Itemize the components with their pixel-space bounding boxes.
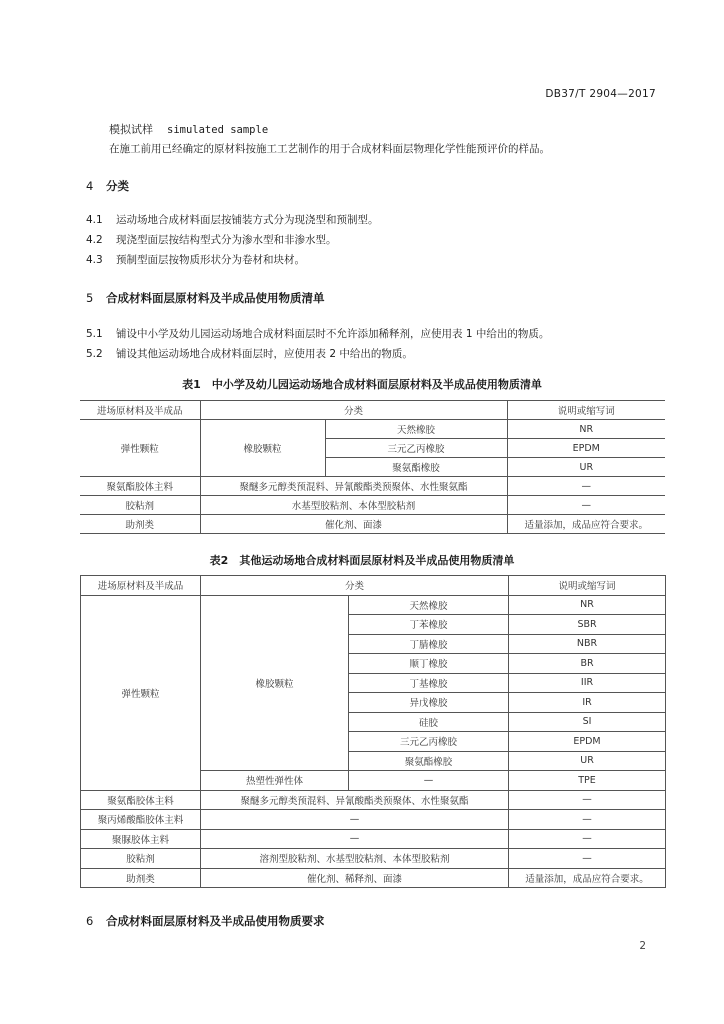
clause-text: 现浇型面层按结构型式分为渗水型和非渗水型。 bbox=[116, 234, 337, 246]
note-cell: — bbox=[507, 496, 665, 515]
material-cell: 助剂类 bbox=[80, 515, 200, 534]
category-cell: 聚醚多元醇类预混料、异氰酸酯类预聚体、水性聚氨酯 bbox=[201, 790, 509, 810]
subcategory-cell: 丁苯橡胶 bbox=[349, 615, 509, 635]
clause-4-2 bbox=[86, 232, 337, 247]
note-cell: — bbox=[509, 810, 666, 830]
header-cell: 分类 bbox=[200, 401, 507, 420]
table-row bbox=[81, 829, 666, 849]
table-row bbox=[81, 868, 666, 888]
category-cell: 橡胶颗粒 bbox=[201, 595, 349, 771]
table-1-caption: 表1 中小学及幼儿园运动场地合成材料面层原材料及半成品使用物质清单 bbox=[182, 378, 542, 391]
clause-number: 4.1 bbox=[86, 214, 103, 226]
section-number: 6 bbox=[86, 914, 94, 928]
section-number: 4 bbox=[86, 179, 94, 193]
section-title: 合成材料面层原材料及半成品使用物质要求 bbox=[106, 914, 325, 928]
subcategory-cell: 丁基橡胶 bbox=[349, 673, 509, 693]
table-row bbox=[81, 790, 666, 810]
subcategory-cell: 丁腈橡胶 bbox=[349, 634, 509, 654]
material-cell: 胶粘剂 bbox=[80, 496, 200, 515]
category-cell: 催化剂、稀释剂、面漆 bbox=[201, 868, 509, 888]
clause-number: 4.3 bbox=[86, 254, 103, 266]
clause-4-1 bbox=[86, 212, 379, 227]
material-cell: 聚氨酯胶体主料 bbox=[80, 477, 200, 496]
abbr-cell: UR bbox=[509, 751, 666, 771]
subcategory-cell: 硅胶 bbox=[349, 712, 509, 732]
abbr-cell: SBR bbox=[509, 615, 666, 635]
section-5-heading bbox=[86, 290, 325, 306]
section-number: 5 bbox=[86, 291, 94, 305]
material-cell: 助剂类 bbox=[81, 868, 201, 888]
material-cell: 聚脲胶体主料 bbox=[81, 829, 201, 849]
clause-text: 预制型面层按物质形状分为卷材和块材。 bbox=[116, 254, 305, 266]
clause-5-2 bbox=[86, 346, 413, 361]
subcategory-cell: 聚氨酯橡胶 bbox=[325, 458, 507, 477]
page-number: 2 bbox=[639, 940, 646, 952]
table-row bbox=[80, 515, 665, 534]
subcategory-cell: 天然橡胶 bbox=[325, 420, 507, 439]
material-cell: 胶粘剂 bbox=[81, 849, 201, 869]
table-2 bbox=[80, 575, 666, 888]
category-cell: 催化剂、面漆 bbox=[200, 515, 507, 534]
table-row bbox=[80, 496, 665, 515]
table-row bbox=[80, 420, 665, 439]
category-cell: 橡胶颗粒 bbox=[200, 420, 325, 477]
category-cell: 聚醚多元醇类预混料、异氰酸酯类预聚体、水性聚氨酯 bbox=[200, 477, 507, 496]
subcategory-cell: — bbox=[349, 771, 509, 791]
clause-4-3 bbox=[86, 252, 305, 267]
note-cell: 适量添加，成品应符合要求。 bbox=[507, 515, 665, 534]
clause-text: 铺设中小学及幼儿园运动场地合成材料面层时不允许添加稀释剂，应使用表 1 中给出的物质。 bbox=[116, 328, 550, 340]
note-cell: — bbox=[509, 849, 666, 869]
term-zh: 模拟试样 bbox=[109, 123, 153, 136]
table-header-row bbox=[81, 576, 666, 596]
note-cell: — bbox=[509, 829, 666, 849]
abbr-cell: NR bbox=[507, 420, 665, 439]
table-1 bbox=[80, 400, 665, 534]
section-4-heading bbox=[86, 178, 129, 194]
table-row bbox=[80, 477, 665, 496]
subcategory-cell: 异戊橡胶 bbox=[349, 693, 509, 713]
clause-number: 4.2 bbox=[86, 234, 103, 246]
abbr-cell: EPDM bbox=[507, 439, 665, 458]
term-definition: 在施工前用已经确定的原材料按施工工艺制作的用于合成材料面层物理化学性能预评价的样品。 bbox=[109, 143, 550, 155]
clause-text: 铺设其他运动场地合成材料面层时，应使用表 2 中给出的物质。 bbox=[116, 348, 413, 360]
material-cell: 弹性颗粒 bbox=[80, 420, 200, 477]
subcategory-cell: 顺丁橡胶 bbox=[349, 654, 509, 674]
header-cell: 说明或缩写词 bbox=[507, 401, 665, 420]
section-title: 合成材料面层原材料及半成品使用物质清单 bbox=[106, 291, 325, 305]
subcategory-cell: 三元乙丙橡胶 bbox=[349, 732, 509, 752]
category-cell: — bbox=[201, 810, 509, 830]
section-6-heading bbox=[86, 913, 325, 929]
subcategory-cell: 三元乙丙橡胶 bbox=[325, 439, 507, 458]
clause-number: 5.2 bbox=[86, 348, 103, 360]
standard-code: DB37/T 2904—2017 bbox=[545, 88, 656, 100]
clause-number: 5.1 bbox=[86, 328, 103, 340]
category-cell: 溶剂型胶粘剂、水基型胶粘剂、本体型胶粘剂 bbox=[201, 849, 509, 869]
term-en: simulated sample bbox=[167, 124, 269, 136]
section-title: 分类 bbox=[106, 179, 129, 193]
abbr-cell: IR bbox=[509, 693, 666, 713]
note-cell: — bbox=[507, 477, 665, 496]
abbr-cell: TPE bbox=[509, 771, 666, 791]
table-header-row bbox=[80, 401, 665, 420]
abbr-cell: IIR bbox=[509, 673, 666, 693]
subcategory-cell: 聚氨酯橡胶 bbox=[349, 751, 509, 771]
table-row bbox=[81, 849, 666, 869]
category-cell: 热塑性弹性体 bbox=[201, 771, 349, 791]
abbr-cell: SI bbox=[509, 712, 666, 732]
material-cell: 聚丙烯酸酯胶体主料 bbox=[81, 810, 201, 830]
header-cell: 进场原材料及半成品 bbox=[80, 401, 200, 420]
header-cell: 说明或缩写词 bbox=[509, 576, 666, 596]
abbr-cell: NBR bbox=[509, 634, 666, 654]
abbr-cell: EPDM bbox=[509, 732, 666, 752]
clause-5-1 bbox=[86, 326, 549, 341]
table-row bbox=[81, 595, 666, 615]
subcategory-cell: 天然橡胶 bbox=[349, 595, 509, 615]
term-entry bbox=[109, 121, 268, 137]
table-2-caption: 表2 其他运动场地合成材料面层原材料及半成品使用物质清单 bbox=[209, 554, 515, 567]
table-row bbox=[81, 810, 666, 830]
material-cell: 弹性颗粒 bbox=[81, 595, 201, 790]
material-cell: 聚氨酯胶体主料 bbox=[81, 790, 201, 810]
note-cell: — bbox=[509, 790, 666, 810]
clause-text: 运动场地合成材料面层按铺装方式分为现浇型和预制型。 bbox=[116, 214, 379, 226]
abbr-cell: UR bbox=[507, 458, 665, 477]
note-cell: 适量添加，成品应符合要求。 bbox=[509, 868, 666, 888]
header-cell: 进场原材料及半成品 bbox=[81, 576, 201, 596]
header-cell: 分类 bbox=[201, 576, 509, 596]
category-cell: — bbox=[201, 829, 509, 849]
category-cell: 水基型胶粘剂、本体型胶粘剂 bbox=[200, 496, 507, 515]
abbr-cell: BR bbox=[509, 654, 666, 674]
abbr-cell: NR bbox=[509, 595, 666, 615]
